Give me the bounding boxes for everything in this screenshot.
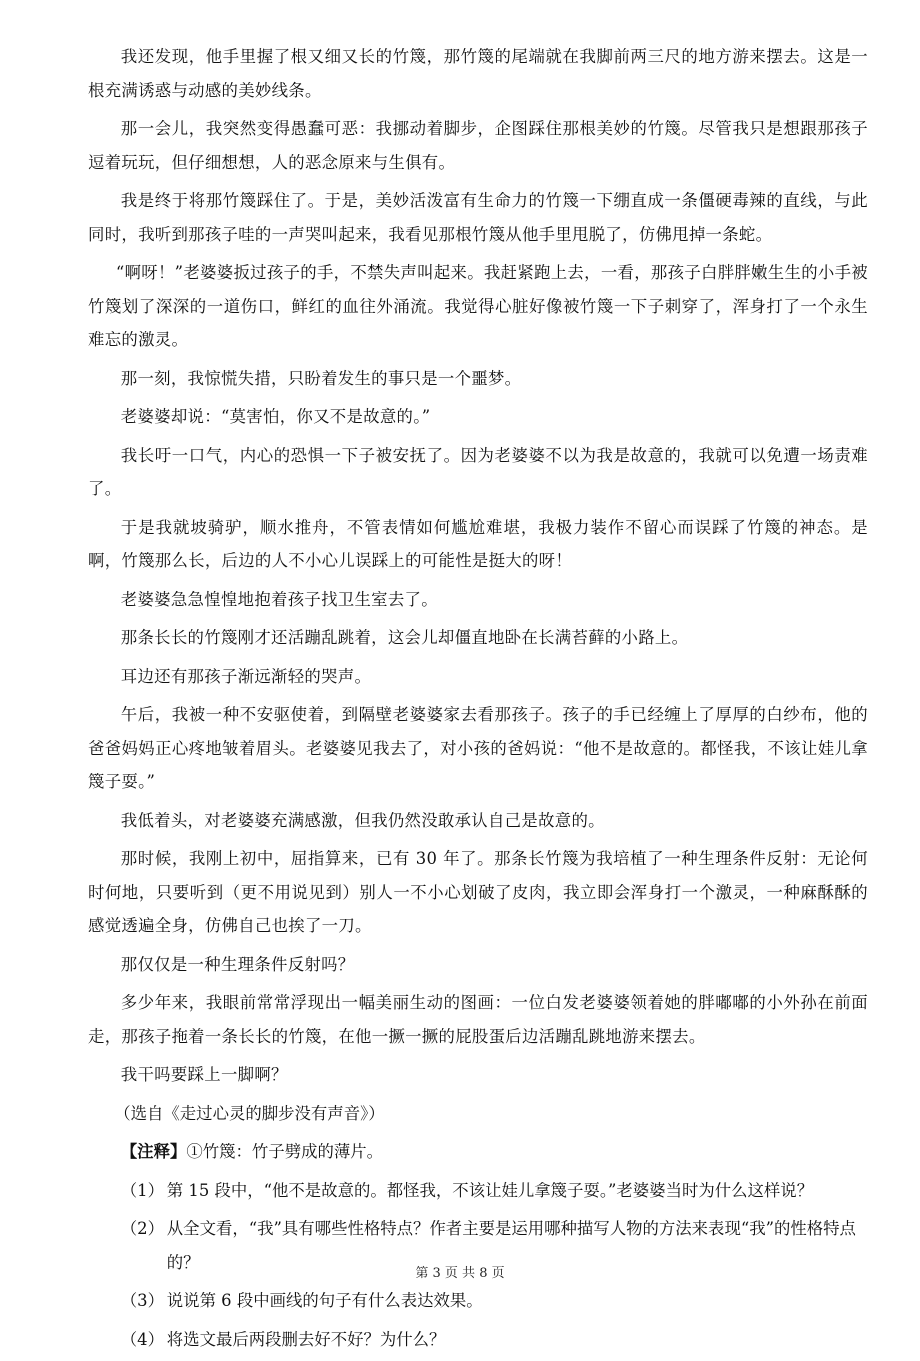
paragraph: 那条长长的竹篾刚才还活蹦乱跳着，这会儿却僵直地卧在长满苔藓的小路上。 — [120, 628, 689, 647]
question-text: 从全文看，“我”具有哪些性格特点？作者主要是运用哪种描写人物的方法来表现“我”的性格特点的？ — [166, 1219, 856, 1272]
source-citation: （选自《走过心灵的脚步没有声音》） — [114, 1103, 385, 1123]
paragraph: “啊呀！”老婆婆扳过孩子的手，不禁失声叫起来。我赶紧跑上去，一看，那孩子白胖胖嫩生生的小手被竹篾划了深深的一道伤口，鲜红的血往外涌流。我觉得心脏好像被竹篾一下子刺穿了，浑身打了一个永生难忘的激灵。 — [88, 263, 868, 349]
passage-content — [88, 40, 868, 1361]
question-number: （2） — [120, 1219, 165, 1238]
paragraph: 我低着头，对老婆婆充满感激，但我仍然没敢承认自己是故意的。 — [120, 810, 605, 830]
paragraph: 老婆婆急急惶惶地抱着孩子找卫生室去了。 — [120, 589, 438, 609]
paragraph: 老婆婆却说：“莫害怕，你又不是故意的。” — [120, 407, 431, 426]
question-text: 说说第 6 段中画线的句子有什么表达效果。 — [166, 1291, 483, 1310]
question-text: 第 15 段中，“他不是故意的。都怪我，不该让娃儿拿篾子耍。”老婆婆当时为什么这样说？ — [166, 1180, 814, 1200]
paragraph: 于是我就坡骑驴，顺水推舟，不管表情如何尴尬难堪，我极力装作不留心而误踩了竹篾的神态。是啊，竹篾那么长，后边的人不小心儿误踩上的可能性是挺大的呀！ — [88, 517, 868, 570]
annotation-note — [88, 1135, 868, 1169]
question-item — [88, 1284, 868, 1318]
question-text: 将选文最后两段删去好不好？为什么？ — [166, 1329, 446, 1349]
paragraph: 那一会儿，我突然变得愚蠢可恶：我挪动着脚步，企图踩住那根美妙的竹篾。尽管我只是想跟那孩子逗着玩玩，但仔细想想，人的恶念原来与生俱有。 — [88, 119, 868, 172]
paragraph: 那仅仅是一种生理条件反射吗？ — [120, 954, 355, 974]
paragraph: 那一刻，我惊慌失措，只盼着发生的事只是一个噩梦。 — [120, 368, 522, 388]
paragraph: 我干吗要踩上一脚啊？ — [120, 1065, 288, 1084]
question-number: （4） — [120, 1329, 165, 1349]
note-tag: 【注释】 — [120, 1142, 187, 1161]
page-footer: 第 3 页 共 8 页 — [415, 1266, 505, 1281]
paragraph: 多少年来，我眼前常常浮现出一幅美丽生动的图画：一位白发老婆婆领着她的胖嘟嘟的小外孙在前面走，那孩子拖着一条长长的竹篾，在他一撅一撅的屁股蛋后边活蹦乱跳地游来摆去。 — [88, 993, 868, 1046]
paragraph: 我是终于将那竹篾踩住了。于是，美妙活泼富有生命力的竹篾一下绷直成一条僵硬毒辣的直线，与此同时，我听到那孩子哇的一声哭叫起来，我看见那根竹篾从他手里甩脱了，仿佛甩掉一条蛇。 — [88, 191, 868, 244]
question-item — [88, 1174, 868, 1208]
question-number: （1） — [120, 1180, 165, 1200]
paragraph: 我还发现，他手里握了根又细又长的竹篾，那竹篾的尾端就在我脚前两三尺的地方游来摆去。这是一根充满诱惑与动感的美妙线条。 — [88, 47, 868, 100]
paragraph: 我长吁一口气，内心的恐惧一下子被安抚了。因为老婆婆不以为我是故意的，我就可以免遭一场责难了。 — [88, 445, 868, 498]
question-number: （3） — [120, 1291, 165, 1310]
note-text: ①竹篾：竹子劈成的薄片。 — [186, 1142, 384, 1161]
paragraph: 那时候，我刚上初中，屈指算来，已有 30 年了。那条长竹篾为我培植了一种生理条件反射：无论何时何地，只要听到（更不用说见到）别人一不小心划破了皮肉，我立即会浑身打一个激灵，一种麻酥酥的感觉透遍全身，仿佛自己也挨了一刀。 — [88, 849, 868, 935]
paragraph: 午后，我被一种不安驱使着，到隔壁老婆婆家去看那孩子。孩子的手已经缠上了厚厚的白纱布，他的爸爸妈妈正心疼地皱着眉头。老婆婆见我去了，对小孩的爸妈说：“他不是故意的。都怪我，不该让娃儿拿篾子耍。” — [88, 705, 868, 791]
question-item — [88, 1323, 868, 1357]
paragraph: 耳边还有那孩子渐远渐轻的哭声。 — [120, 666, 372, 686]
